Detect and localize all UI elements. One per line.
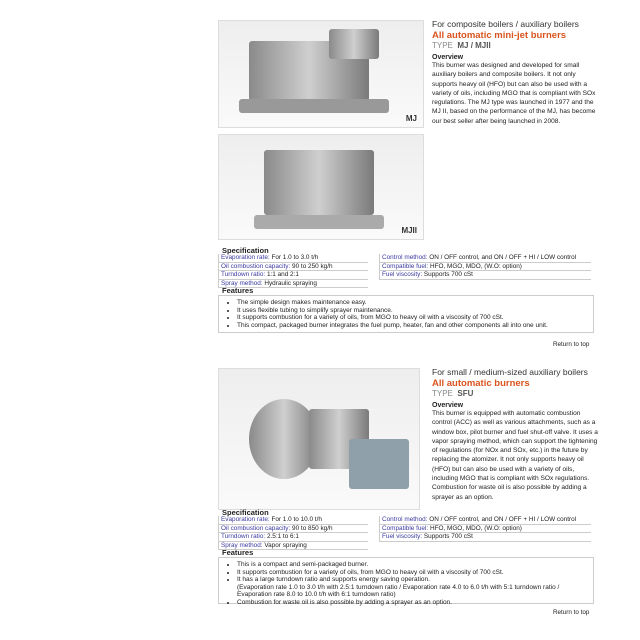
spec-right xyxy=(379,516,591,542)
feature-item: • The simple design makes maintenance easy. xyxy=(237,299,589,307)
feature-item: • It has a large turndown ratio and supports energy saving operation. (Evaporation rate 1.0 to 3.0 t/h with 2.5:1 turndown ratio / Evaporation rate 4.0 to 6.0 t/h with 5:1 turndown ratio / Evaporation rate 8.0 to 10.0 t/h with 6:1 turndown ratio) xyxy=(237,576,589,599)
image-caption: MJ xyxy=(405,114,417,123)
features-box xyxy=(218,295,594,333)
spec-row: Compatible fuel: HFO, MGO, MDO, (W.O: option) xyxy=(379,525,591,534)
mjii-burner-image xyxy=(218,134,424,240)
spec-right xyxy=(379,254,591,280)
spec-row: Spray method: Hydraulic spraying xyxy=(218,280,368,289)
spec-row: Oil combustion capacity: 90 to 250 kg/h xyxy=(218,263,368,272)
spec-row: Evaporation rate: For 1.0 to 3.0 t/h xyxy=(218,254,368,263)
feature-item: • This is a compact and semi-packaged burner. xyxy=(237,561,589,569)
product-title: All automatic mini-jet burners xyxy=(432,30,567,41)
feature-item: • It supports combustion for a variety of oils, from MGO to heavy oil with a viscosity of 700 cSt. xyxy=(237,314,589,322)
spec-row: Turndown ratio: 2.5:1 to 6:1 xyxy=(218,533,368,542)
return-to-top-link[interactable]: Return to top xyxy=(553,609,590,616)
spec-row: Compatible fuel: HFO, MGO, MDO, (W.O: option) xyxy=(379,263,591,272)
product-info xyxy=(432,368,598,502)
mj-burner-image xyxy=(218,20,424,128)
features-heading: Features xyxy=(222,548,254,557)
spec-row: Spray method: Vapor spraying xyxy=(218,542,368,551)
spec-row: Fuel viscosity: Supports 700 cSt xyxy=(379,271,591,280)
spec-left xyxy=(218,254,368,288)
product-type: TYPE MJ / MJII xyxy=(432,41,491,50)
features-box xyxy=(218,557,594,604)
spec-row: Control method: ON / OFF control, and ON / OFF + HI / LOW control xyxy=(379,516,591,525)
overview-heading: Overview xyxy=(432,54,464,61)
overview-text: This burner is equipped with automatic combustion control (ACC) as well as various attachments, such as a window box, pilot burner and fuel shut-off valve. It uses a vapor spraying method, which can support the tightening of regulations (for NOx and SOx, etc.) in the future by replacing the atomizer. It not only supports heavy oil (HFO) but can also be used with a variety of oils, including MGO that is compliant with SOx regulations. Combustion for waste oil is also possible by adding a sprayer as an option. xyxy=(432,410,598,501)
spec-left xyxy=(218,516,368,550)
spec-heading: Specification xyxy=(222,508,269,517)
spec-row: Turndown ratio: 1:1 and 2:1 xyxy=(218,271,368,280)
product-info xyxy=(432,20,598,126)
spec-row: Evaporation rate: For 1.0 to 10.0 t/h xyxy=(218,516,368,525)
overview-heading: Overview xyxy=(432,402,464,409)
category: For composite boilers / auxiliary boilers xyxy=(432,19,579,29)
spec-row: Control method: ON / OFF control, and ON / OFF + HI / LOW control xyxy=(379,254,591,263)
spec-row: Oil combustion capacity: 90 to 850 kg/h xyxy=(218,525,368,534)
feature-item: • It supports combustion for a variety of oils, from MGO to heavy oil with a viscosity of 700 cSt. xyxy=(237,569,589,577)
spec-row: Fuel viscosity: Supports 700 cSt xyxy=(379,533,591,542)
sfu-burner-image xyxy=(218,368,420,510)
feature-item: • This compact, packaged burner integrates the fuel pump, heater, fan and other components all into one unit. xyxy=(237,322,589,330)
category: For small / medium-sized auxiliary boilers xyxy=(432,367,588,377)
return-to-top-link[interactable]: Return to top xyxy=(553,341,590,348)
overview-text: This burner was designed and developed for small auxiliary boilers and composite boilers. It not only supports heavy oil (HFO) but can also be used with a variety of oils, including MGO that is compliant with SOx regulations. The MJ type was launched in 1977 and the MJ II, based on the performance of the MJ, has become our best seller after being launched in 2008. xyxy=(432,62,596,125)
product-type: TYPE SFU xyxy=(432,389,474,398)
image-caption: MJII xyxy=(401,226,417,235)
product-title: All automatic burners xyxy=(432,378,530,389)
feature-item: • Combustion for waste oil is also possible by adding a sprayer as an option. xyxy=(237,599,589,607)
features-heading: Features xyxy=(222,286,254,295)
feature-item: • It uses flexible tubing to simplify sprayer maintenance. xyxy=(237,307,589,315)
spec-heading: Specification xyxy=(222,246,269,255)
